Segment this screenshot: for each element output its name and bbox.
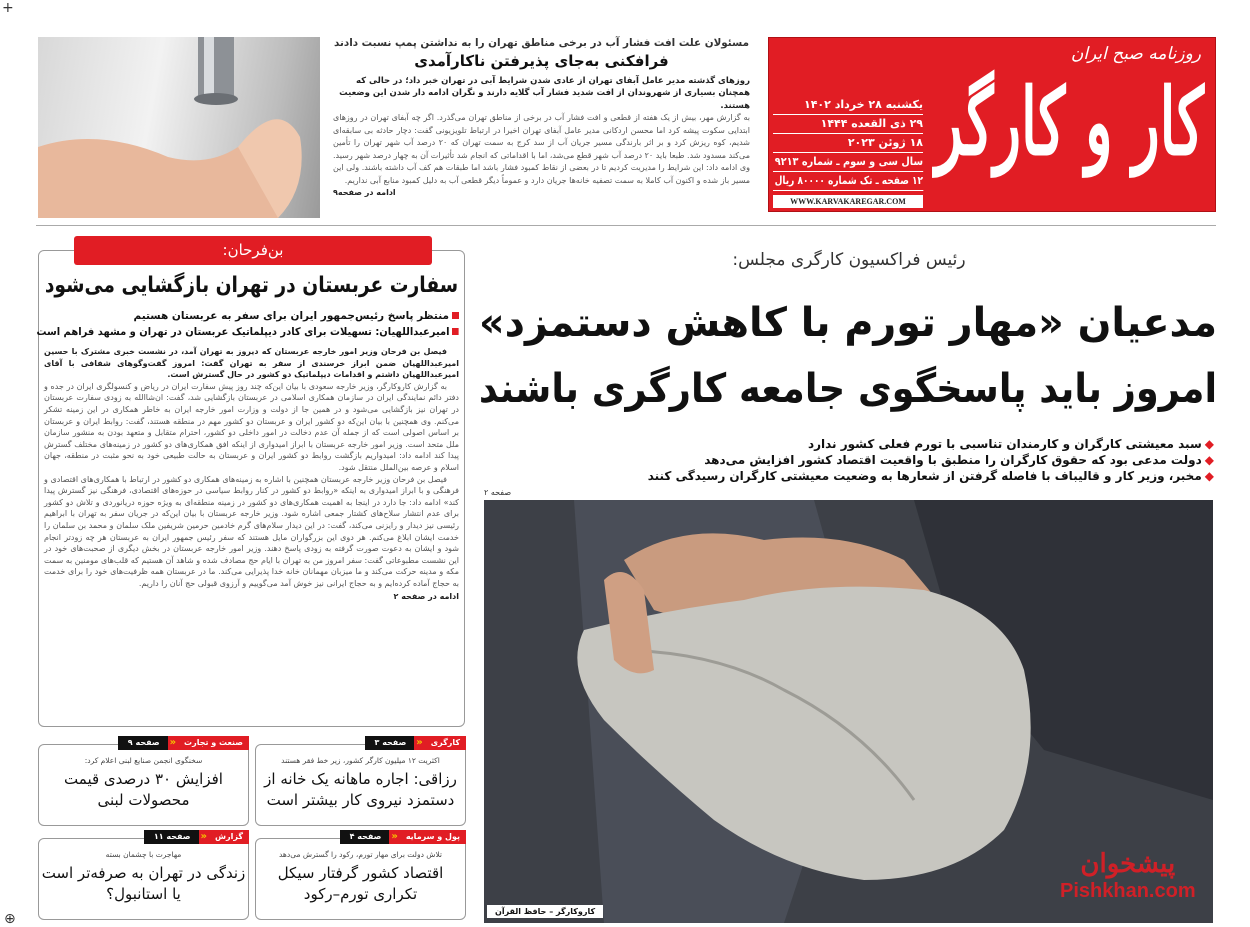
teaser-content <box>39 849 248 905</box>
teaser-title: اقتصاد کشور گرفتار سیکل تکراری تورم–رکود <box>277 864 444 903</box>
left-story-lead: فیصل بن فرحان وزیر امور خارجه عربستان که دیروز به تهران آمد، در نشست خبری مشترک با حسین امیرعبداللهیان ضمن ابراز خرسندی از سفر به تهران گفت: امروز گفت‌وگوهای شفافی با آقای امیرعبداللهیان داشتم و اقدامات دیپلماتیک دو کشور در حال گسترش است. <box>44 347 459 380</box>
issue-date-hijri: ۲۹ ذی القعده ۱۴۴۴ <box>773 115 923 134</box>
chevron-icon: « <box>169 737 177 748</box>
teaser-box[interactable] <box>255 831 466 920</box>
issue-number: سال سی و سوم ـ شماره ۹۲۱۳ <box>773 153 923 172</box>
top-story-continue[interactable]: ادامه در صفحه۹ <box>333 188 396 197</box>
top-story-headline[interactable]: فرافکنی به‌جای پذیرفتن ناکارآمدی <box>414 51 669 70</box>
masthead-tagline: روزنامه صبح ایران <box>1070 44 1201 64</box>
top-story <box>333 37 750 200</box>
main-story-bullet: ◆ سبد معیشتی کارگران و کارمندان تناسبی با تورم فعلی کشور ندارد <box>484 436 1214 452</box>
crop-mark: + <box>2 0 14 16</box>
left-story-body <box>44 346 459 603</box>
chevron-icon: « <box>391 831 398 842</box>
faucet-photo <box>38 37 320 218</box>
teaser-kicker: سخنگوی انجمن صنایع لبنی اعلام کرد: <box>84 756 203 765</box>
left-story-paragraph: فیصل بن فرحان وزیر خارجه عربستان همچنین با اشاره به زمینه‌های همکاری دو کشور در ارتباط با همکاری‌های اقتصادی و فرهنگی و با ابراز امیدواری به اینکه «روابط دو کشور در کنار روابط سیاسی در حوزه‌های اقتصادی، فرهنگی نیز گسترش پیدا کند» ادامه داد: جا دارد در اینجا به اهمیت همکاری‌های دو کشور در زمینه منطقه‌ای به ویژه حوزه دریانوردی و تلاش دو کشور برای عدم انتشار سلاح‌های کشتار جمعی اشاره شود. وزیر خارجه عربستان با بیان این‌که در جریان سفر به تهران با ابراهیم رئیسی نیز دیدار و رایزنی می‌کند، گفت: در این دیدار سلام‌های گرم خادمین حرمین شریفین ملک سلمان و محمد بن سلمان را خدمت ایشان ابلاغ می‌کنم. هر دوی این بزرگواران مایل هستند که سفر رئیس جمهور ایران به عربستان هر چه زودتر انجام شود و ایشان به دعوت صورت گرفته به زودی پاسخ دهند. وزیر امور خارجه عربستان در بخش دیگری از صحبت‌های خود در این نشست مطبوعاتی گفت: سفر امروز من به تهران با ایام حج مصادف شده و شاهد آن هستیم که قلب‌های مومنین به سمت مکه و مدینه حرکت می‌کند و ما میزبان مهمانان خانه خدا پذیرایی می‌کند. ما در عربستان همه ظرفیت‌های خود را برای خدمت به حجاج آماده کرده‌ایم و به حجاج ایرانی نیز خوش آمد می‌گوییم و آرزوی قبولی حج آنان را داریم. <box>44 474 459 588</box>
teaser-box[interactable] <box>38 737 249 826</box>
teaser-section: پول و سرمایه <box>400 830 466 844</box>
registration-mark-icon: ⊕ <box>4 911 16 927</box>
photo-caption: کاروکارگر – حافظ القرآن <box>487 905 603 918</box>
masthead <box>768 37 1216 212</box>
main-story-page-ref[interactable]: صفحه ۲ <box>484 488 512 497</box>
top-story-kicker: مسئولان علت افت فشار آب در برخی مناطق تهران را به نداشتن پمپ نسبت دادند <box>333 37 750 49</box>
teaser-kicker: اکثریت ۱۲ میلیون کارگر کشور، زیر خط فقر هستند <box>281 756 440 765</box>
main-headline-line: امروز باید پاسخگوی جامعه کارگری باشند <box>478 366 1218 412</box>
teaser-page: صفحه ۳ <box>365 736 415 750</box>
teaser-content <box>256 849 465 905</box>
teaser-section: صنعت و تجارت <box>178 736 249 750</box>
top-story-lead: روزهای گذشته مدیر عامل آبفای تهران از عادی شدن شرایط آبی در تهران خبر داد؛ در حالی که همچنان بسیاری از شهروندان از افت شدید فشار آب گلایه دارند و نگران ادامه دار شدن این وضعیت هستند. <box>339 75 750 111</box>
issue-info <box>773 96 923 191</box>
issue-price: ۱۲ صفحه ـ تک شماره ۸۰۰۰۰ ریال <box>773 172 923 191</box>
teaser-title: زندگی در تهران به صرفه‌تر است یا استانبول؟ <box>41 864 246 903</box>
teaser-content <box>256 755 465 811</box>
chevron-icon: « <box>416 737 423 748</box>
main-story-bullets <box>484 436 1214 484</box>
left-story-subhead: منتظر پاسخ رئیس‌جمهور ایران برای سفر به عربستان هستیم <box>44 308 459 324</box>
main-story-bullet: ◆ مخبر، وزیر کار و قالیباف با فاصله گرفتن از شعارها به وضعیت معیشتی کارگران رسیدگی کنند <box>484 468 1214 484</box>
teaser-label <box>365 736 466 750</box>
left-story-subheads <box>36 308 459 340</box>
teaser-content <box>39 755 248 811</box>
teaser-kicker: تلاش دولت برای مهار تورم، رکود را گسترش می‌دهد <box>278 850 443 859</box>
teaser-label <box>144 830 249 844</box>
teaser-section: کارگری <box>425 736 466 750</box>
left-story-continue[interactable]: ادامه در صفحه ۲ <box>393 592 459 602</box>
left-story-subhead: امیرعبداللهیان: تسهیلات برای کادر دیپلماتیک عربستان در تهران و مشهد فراهم است <box>44 324 459 340</box>
teaser-kicker: مهاجرت با چشمان بسته <box>105 850 182 859</box>
teaser-page: صفحه ۴ <box>340 830 390 844</box>
teaser-page: صفحه ۹ <box>118 736 168 750</box>
section-divider <box>36 225 1216 226</box>
teaser-section: گزارش <box>209 830 249 844</box>
left-story-headline[interactable]: سفارت عربستان در تهران بازگشایی می‌شود <box>44 273 459 298</box>
chevron-icon: « <box>200 831 207 842</box>
teaser-title: افزایش ۳۰ درصدی قیمت محصولات لبنی <box>64 770 223 809</box>
main-story-bullet: ◆ دولت مدعی بود که حقوق کارگران را منطبق با واقعیت اقتصاد کشور افزایش می‌دهد <box>484 452 1214 468</box>
top-story-body: به گزارش مهر، بیش از یک هفته از قطعی و افت فشار آب در برخی از مناطق تهران می‌گذرد. اگر چه آبفای تهران در روزهای ابتدایی سکوت پیشه کرد اما محسن اردکانی مدیر عامل آبفای تهران اخیرا در ارتباط تلویزیونی گفت: دچار حادثه بی سابقه‌ای شدیم، کوه ریزش کرد و بر اثر بارندگی مسیر جریان آب از سد کرج به سمت تهران که ۲۰ درصد آب شهر تهران را تأمین می‌کند مسدود شد. طبعا باید ۲۰ درصد آب شهر قطع می‌شد، اما با اقداماتی که انجام شد تأثیرات آن به چهار درصد شهر رسید. وی ادامه داد: این شرایط را مدیریت کردیم تا در بعضی از نقاط کمبود فشار باشد اما طبقات هم کف آب داشته باشند. ولی این مسیر باز شده و اکنون آب کاملا به سمت تصفیه خانه‌ها جریان دارد و عموماً دیگر قطعی آب به دلیل کمبود منابع آبی نداریم. <box>333 113 751 185</box>
teaser-box[interactable] <box>38 831 249 920</box>
main-headline-line: مدعیان «مهار تورم با کاهش دستمزد» <box>478 300 1218 346</box>
website-url[interactable]: WWW.KARVAKAREGAR.COM <box>773 195 923 208</box>
issue-date-gregorian: ۱۸ ژوئن ۲۰۲۳ <box>773 134 923 153</box>
newspaper-logo: کار و کارگر <box>935 68 1204 176</box>
teaser-page: صفحه ۱۱ <box>144 830 199 844</box>
main-story-kicker: رئیس فراکسیون کارگری مجلس: <box>732 250 966 270</box>
teaser-title: رزاقی: اجاره ماهانه یک خانه از دستمزد نیروی کار بیشتر است <box>264 770 457 809</box>
left-story-paragraph: به گزارش کاروکارگر، وزیر خارجه سعودی با بیان این‌که چند روز پیش سفارت ایران در ریاض و کنسولگری ایران در جده و دفتر دائم نمایندگی ایران در سازمان همکاری اسلامی در عربستان بازگشایی شد، گفت: ان‌شاالله به زودی سفارت عربستان در تهران نیز بازگشایی می‌شود و در همین جا از دولت و وزارت امور خارجه ایران به خاطر همکاری در این زمینه تشکر می‌کنم. وی همچنین با بیان این‌که دو کشور ایران و عربستان دو کشور مهم در منطقه هستند، گفت: روابط ایران و عربستان بر اساس اصولی است که از جمله آن عدم دخالت در امور داخلی دو کشور، احترام متقابل و متعهد بودن به منشور سازمان ملل متحد است. وزیر امور خارجه عربستان با ابراز امیدواری از اینکه افق همکاری‌های دو کشور در زمینه‌های مختلف گسترش پیدا کند ادامه داد: امیدواریم بازگشت روابط دو کشور ایران و عربستان به حالت طبیعی خود به نحو مثبت در منطقه، جهان اسلام و عرصه بین‌الملل منتقل شود. <box>44 381 459 472</box>
teaser-label <box>118 736 249 750</box>
main-headline[interactable] <box>478 290 1218 422</box>
left-story-tag: بن‌فرحان: <box>74 236 432 265</box>
pishkhan-watermark <box>1060 848 1196 902</box>
watermark-latin: Pishkhan.com <box>1060 880 1196 902</box>
watermark-persian: پیشخوان <box>1080 849 1176 879</box>
teaser-box[interactable] <box>255 737 466 826</box>
teaser-label <box>340 830 466 844</box>
issue-date-persian: یکشنبه ۲۸ خرداد ۱۴۰۲ <box>773 96 923 115</box>
